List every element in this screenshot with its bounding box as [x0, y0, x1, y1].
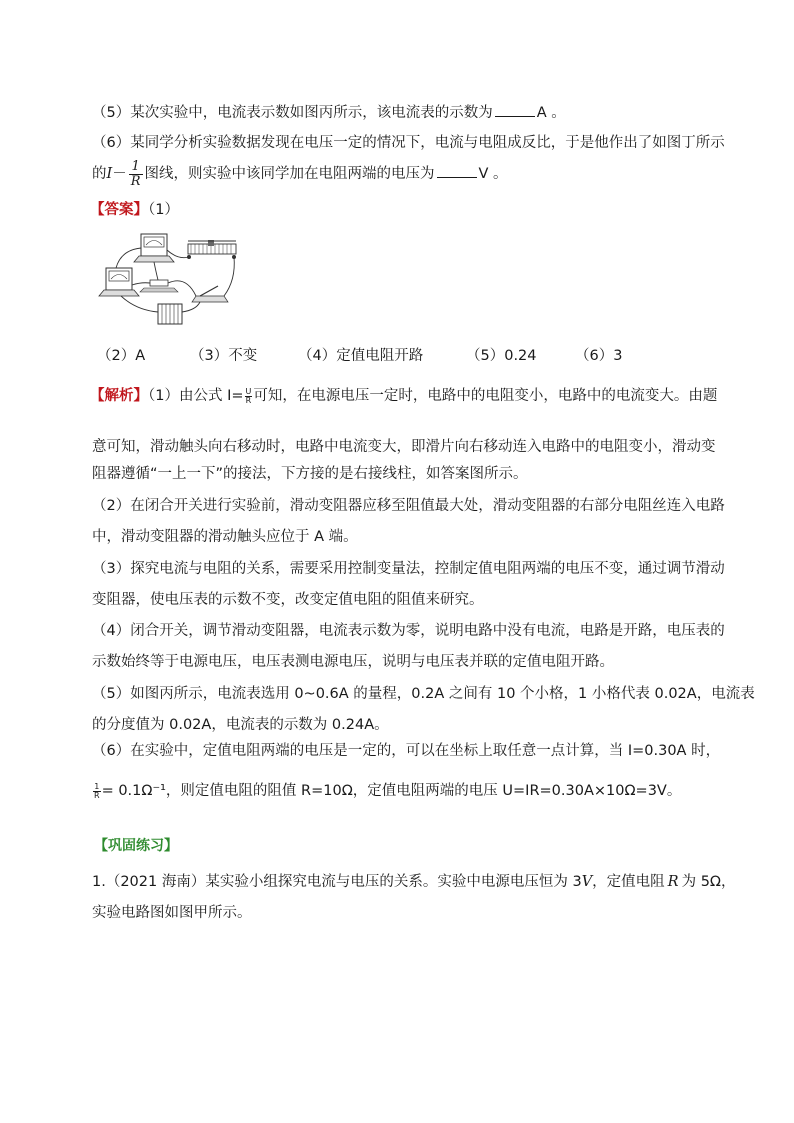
- analysis-para1-line2: 意可知，滑动触头向右移动时，电路中电流变大，即滑片向右移动连入电路中的电阻变小，滑动变: [92, 439, 716, 455]
- fraction-denominator: R: [245, 395, 252, 405]
- practice-q1-line1: [92, 872, 736, 892]
- ammeter-icon: [99, 268, 139, 296]
- answer-header: [90, 200, 179, 220]
- i-symbol: I: [106, 166, 113, 182]
- fraction-numerator: U: [245, 386, 252, 396]
- analysis-para5-line1: （5）如图丙所示，电流表选用 0~0.6A 的量程，0.2A 之间有 10 个小格，1 小格代表 0.02A，电流表: [92, 686, 755, 702]
- fraction-numerator: 1: [129, 160, 143, 175]
- answer-blank: [495, 102, 535, 117]
- answer-item-5: （5）0.24: [466, 348, 537, 364]
- q5-text: （5）某次实验中，电流表示数如图丙所示，该电流表的示数为: [92, 105, 493, 121]
- practice-q1-b: ，定值电阻: [592, 874, 665, 890]
- analysis-para6-line2: [92, 778, 681, 804]
- question-5: [92, 102, 566, 123]
- practice-label: 【巩固练习】: [94, 838, 178, 854]
- answer-blank: [437, 163, 477, 178]
- analysis-para2-line2: 中，滑动变阻器的滑动触头应位于 A 端。: [92, 529, 358, 545]
- practice-q1-a: 1.（2021 海南）某实验小组探究电流与电压的关系。实验中电源电压恒为 3: [92, 874, 582, 890]
- practice-q1-line2: 实验电路图如图甲所示。: [92, 905, 252, 921]
- practice-header: [94, 836, 178, 856]
- analysis-label: 【解析】: [90, 388, 148, 404]
- r-symbol: R: [667, 874, 679, 890]
- analysis-para6-line1: （6）在实验中，定值电阻两端的电压是一定的，可以在坐标上取任意一点计算，当 I=0.30A 时，: [92, 743, 721, 759]
- analysis-p1-b: 可知，在电源电压一定时，电路中的电阻变小，电路中的电流变大。由题: [253, 388, 718, 404]
- analysis-para1-line3: 阻器遵循“一上一下”的接法，下方接的是右接线柱，如答案图所示。: [92, 466, 528, 482]
- answer-item-2: （2）A: [97, 348, 146, 364]
- fraction-denominator: R: [94, 790, 100, 800]
- analysis-para3-line2: 变阻器，使电压表的示数不变，改变定值电阻的阻值来研究。: [92, 592, 484, 608]
- volt-symbol: V: [581, 874, 593, 890]
- q6-prefix: 的: [92, 166, 107, 182]
- q6-text-after: 图线，则实验中该同学加在电阻两端的电压为: [144, 166, 435, 182]
- analysis-para3-line1: （3）探究电流与电阻的关系，需要采用控制变量法，控制定值电阻两端的电压不变，通过调节滑动: [92, 561, 725, 577]
- one-over-r-fraction: [129, 160, 143, 189]
- question-6-line2: [92, 158, 508, 190]
- fraction-numerator: 1: [94, 781, 100, 791]
- question-6-line1: （6）某同学分析实验数据发现在电压一定的情况下，电流与电阻成反比，于是他作出了如图丁所示: [92, 135, 725, 151]
- q6-dash: －: [112, 166, 127, 182]
- answer-first: （1）: [148, 202, 179, 218]
- answer-item-4: （4）定值电阻开路: [298, 348, 424, 364]
- answer-label: 【答案】: [90, 202, 148, 218]
- analysis-p6-rest: = 0.1Ω⁻¹，则定值电阻的阻值 R=10Ω，定值电阻两端的电压 U=IR=0.30A×10Ω=3V。: [101, 783, 682, 799]
- switch-icon: [192, 286, 228, 302]
- analysis-para5-line2: 的分度值为 0.02A，电流表的示数为 0.24A。: [92, 717, 389, 733]
- q6-unit: V 。: [478, 166, 508, 182]
- analysis-para4-line2: 示数始终等于电源电压，电压表测电源电压，说明与电压表并联的定值电阻开路。: [92, 654, 614, 670]
- q5-unit: A 。: [536, 105, 566, 121]
- u-over-r-fraction: [245, 388, 253, 405]
- fraction-denominator: R: [130, 173, 141, 189]
- analysis-para1-line1: [90, 381, 717, 411]
- answer-item-3: （3）不变: [190, 348, 258, 364]
- rheostat-icon: [187, 240, 236, 259]
- analysis-para4-line1: （4）闭合开关，调节滑动变阻器，电流表示数为零，说明电路中没有电流，电路是开路，电压表的: [92, 623, 725, 639]
- one-over-r-fraction: [93, 783, 101, 800]
- wires: [116, 248, 234, 312]
- practice-q1-c: 为 5Ω，: [681, 874, 736, 890]
- battery-icon: [158, 304, 182, 324]
- analysis-para2-line1: （2）在闭合开关进行实验前，滑动变阻器应移至阻值最大处，滑动变阻器的右部分电阻丝连入电路: [92, 498, 725, 514]
- circuit-diagram-image: [96, 230, 246, 330]
- answer-item-6: （6）3: [575, 348, 623, 364]
- analysis-p1-a: （1）由公式 I=: [148, 388, 244, 404]
